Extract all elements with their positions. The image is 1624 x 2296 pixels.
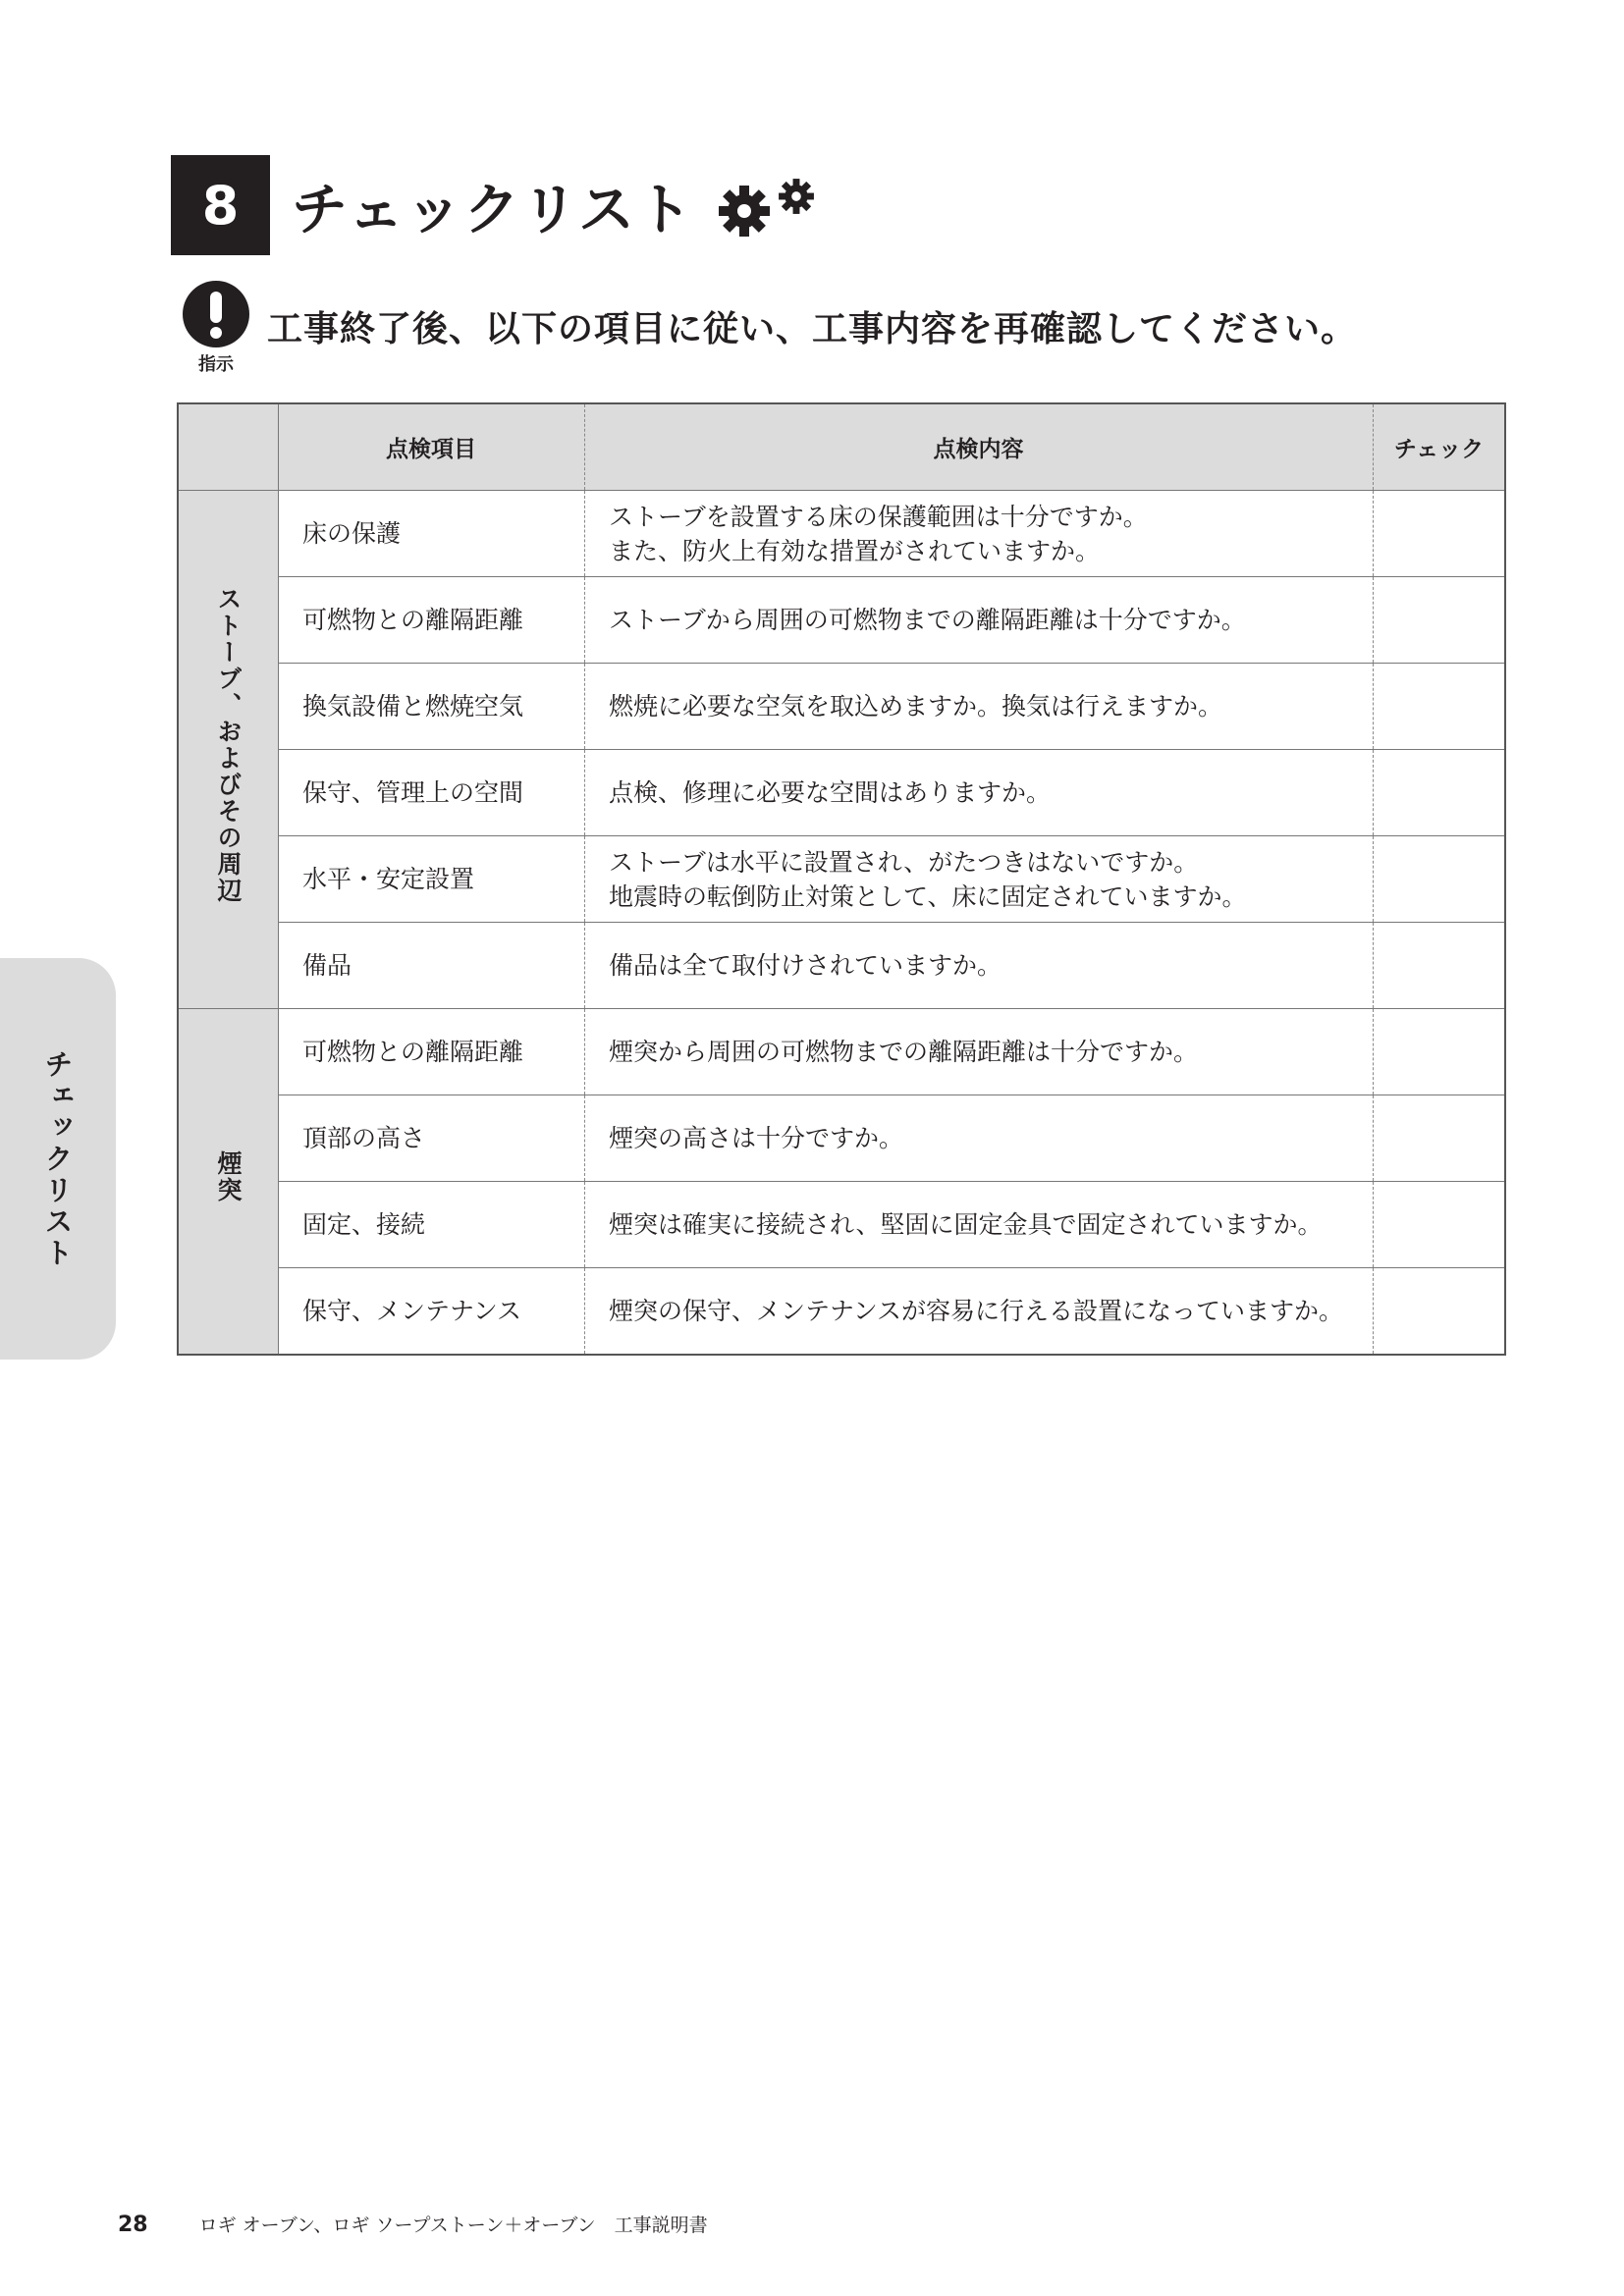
content-cell: [585, 577, 1374, 664]
content-line: 煙突は確実に接続され、堅固に固定金具で固定されていますか。: [609, 1210, 1323, 1239]
check-cell[interactable]: [1374, 491, 1506, 577]
table-row: [178, 1009, 1505, 1095]
content-line: また、防火上有効な措置がされていますか。: [609, 536, 1101, 565]
content-cell: [585, 1095, 1374, 1182]
gear-icon: [777, 177, 816, 216]
gear-icons: [716, 183, 816, 240]
section-header: [171, 155, 816, 255]
group-cell-stove: [178, 491, 279, 1009]
page-number: 28: [118, 2213, 148, 2237]
item-cell: 床の保護: [279, 491, 585, 577]
content-line: 煙突から周囲の可燃物までの離隔距離は十分ですか。: [609, 1038, 1199, 1066]
content-line: 燃焼に必要な空気を取込めますか。換気は行えますか。: [609, 692, 1223, 721]
content-cell: [585, 664, 1374, 750]
content-line: 煙突の保守、メンテナンスが容易に行える設置になっていますか。: [609, 1297, 1344, 1325]
table-row: [178, 577, 1505, 664]
check-cell[interactable]: [1374, 923, 1506, 1009]
section-title: チェックリスト: [292, 178, 695, 242]
content-cell: [585, 836, 1374, 923]
check-cell[interactable]: [1374, 1009, 1506, 1095]
table-row: [178, 491, 1505, 577]
instruction-icon-label: 指示: [198, 354, 234, 375]
check-cell[interactable]: [1374, 1182, 1506, 1268]
content-cell: [585, 1009, 1374, 1095]
item-cell: 保守、管理上の空間: [279, 750, 585, 836]
group-label: 煙突: [214, 1150, 243, 1203]
check-cell[interactable]: [1374, 664, 1506, 750]
content-line: ストーブを設置する床の保護範囲は十分ですか。: [609, 502, 1148, 531]
group-label: ストーブ、およびその周辺: [214, 586, 243, 904]
item-cell: 固定、接続: [279, 1182, 585, 1268]
item-cell: 水平・安定設置: [279, 836, 585, 923]
footer: [118, 2211, 708, 2237]
content-line: 備品は全て取付けされていますか。: [609, 951, 1002, 980]
side-tab-label: チェックリスト: [40, 1048, 75, 1269]
content-cell: [585, 750, 1374, 836]
table-row: [178, 664, 1505, 750]
item-cell: 保守、メンテナンス: [279, 1268, 585, 1356]
instruction-text: 工事終了後、以下の項目に従い、工事内容を再確認してください。: [267, 309, 1358, 349]
content-line: 煙突の高さは十分ですか。: [609, 1124, 904, 1152]
group-cell-chimney: [178, 1009, 279, 1356]
content-cell: [585, 491, 1374, 577]
header-item: 点検項目: [279, 403, 585, 491]
item-cell: 可燃物との離隔距離: [279, 1009, 585, 1095]
table-header-row: [178, 403, 1505, 491]
check-cell[interactable]: [1374, 577, 1506, 664]
table-row: [178, 836, 1505, 923]
item-cell: 備品: [279, 923, 585, 1009]
item-cell: 可燃物との離隔距離: [279, 577, 585, 664]
content-line: ストーブから周囲の可燃物までの離隔距離は十分ですか。: [609, 606, 1246, 634]
warning-block: [181, 280, 251, 376]
table-row: [178, 923, 1505, 1009]
content-line: ストーブは水平に設置され、がたつきはないですか。: [609, 847, 1199, 877]
item-cell: 換気設備と燃焼空気: [279, 664, 585, 750]
table-row: [178, 750, 1505, 836]
checklist-table: [177, 402, 1506, 1356]
document-title: ロギ オーブン、ロギ ソープストーン＋オーブン 工事説明書: [198, 2215, 708, 2236]
gear-icon: [716, 183, 773, 240]
check-cell[interactable]: [1374, 1268, 1506, 1356]
table-row: [178, 1095, 1505, 1182]
table-row: [178, 1182, 1505, 1268]
check-cell[interactable]: [1374, 750, 1506, 836]
check-cell[interactable]: [1374, 1095, 1506, 1182]
content-line: 地震時の転倒防止対策として、床に固定されていますか。: [609, 881, 1247, 911]
section-number: 8: [171, 155, 270, 255]
side-tab: [0, 958, 116, 1360]
exclamation-icon: [182, 280, 250, 348]
check-cell[interactable]: [1374, 836, 1506, 923]
header-content: 点検内容: [585, 403, 1374, 491]
content-line: 点検、修理に必要な空間はありますか。: [609, 778, 1052, 807]
header-check: チェック: [1374, 403, 1506, 491]
content-cell: [585, 923, 1374, 1009]
table-row: [178, 1268, 1505, 1356]
instruction: [181, 280, 1357, 376]
content-cell: [585, 1268, 1374, 1356]
header-group: [178, 403, 279, 491]
item-cell: 頂部の高さ: [279, 1095, 585, 1182]
content-cell: [585, 1182, 1374, 1268]
